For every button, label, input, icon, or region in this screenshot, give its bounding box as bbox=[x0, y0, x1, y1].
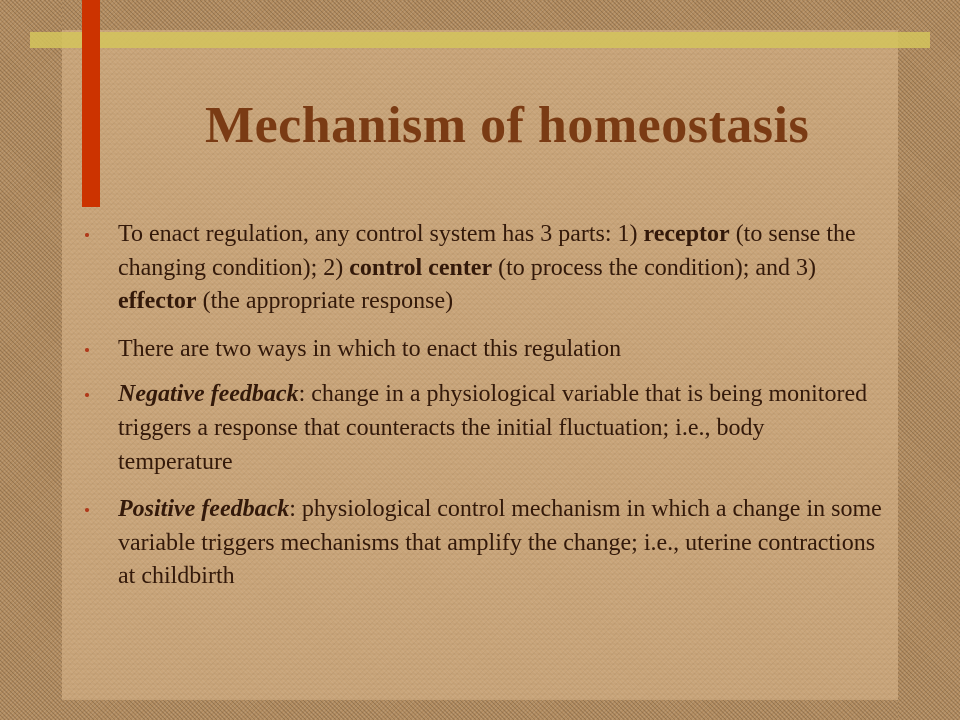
bullet-icon bbox=[85, 233, 89, 237]
term-negative-feedback: Negative feedback bbox=[118, 381, 299, 408]
textured-border-right bbox=[898, 0, 960, 720]
bullet-item-positive-feedback bbox=[82, 493, 882, 594]
bullet-text-segment: There are two ways in which to enact this regulation bbox=[118, 335, 622, 362]
term-effector: effector bbox=[118, 288, 197, 315]
term-positive-feedback: Positive feedback bbox=[118, 496, 290, 523]
bullet-icon bbox=[85, 393, 89, 397]
bullet-list bbox=[82, 218, 882, 608]
accent-bar-vertical bbox=[82, 0, 100, 207]
accent-bar-horizontal bbox=[30, 32, 930, 48]
term-receptor: receptor bbox=[643, 221, 730, 247]
bullet-icon bbox=[85, 348, 89, 352]
bullet-text-segment: (the appropriate response) bbox=[196, 288, 454, 315]
slide-title: Mechanism of homeostasis bbox=[205, 97, 810, 154]
bullet-text-segment: To enact regulation, any control system has 3 parts: 1) bbox=[118, 221, 644, 247]
bullet-item-two-ways bbox=[82, 333, 882, 367]
textured-border-left bbox=[0, 0, 62, 720]
bullet-icon bbox=[85, 508, 89, 512]
bullet-text-segment: : change in a physiological variable that is being monitored triggers a response that counteracts the initial fluctuation; i.e., body temperature bbox=[118, 381, 868, 475]
term-control-center: control center bbox=[349, 254, 493, 281]
textured-border-top bbox=[0, 0, 960, 30]
bullet-text-segment: : physiological control mechanism in which a change in some variable triggers mechanisms that amplify the change; i.e., uterine contractions at childbirth bbox=[118, 496, 882, 590]
textured-border-bottom bbox=[0, 700, 960, 720]
bullet-text-segment: (to process the condition); and 3) bbox=[492, 254, 817, 281]
bullet-item-negative-feedback bbox=[82, 378, 882, 479]
bullet-item-control-system bbox=[82, 218, 882, 319]
bullet-text-segment: (to sense the changing condition); 2) bbox=[118, 221, 856, 281]
